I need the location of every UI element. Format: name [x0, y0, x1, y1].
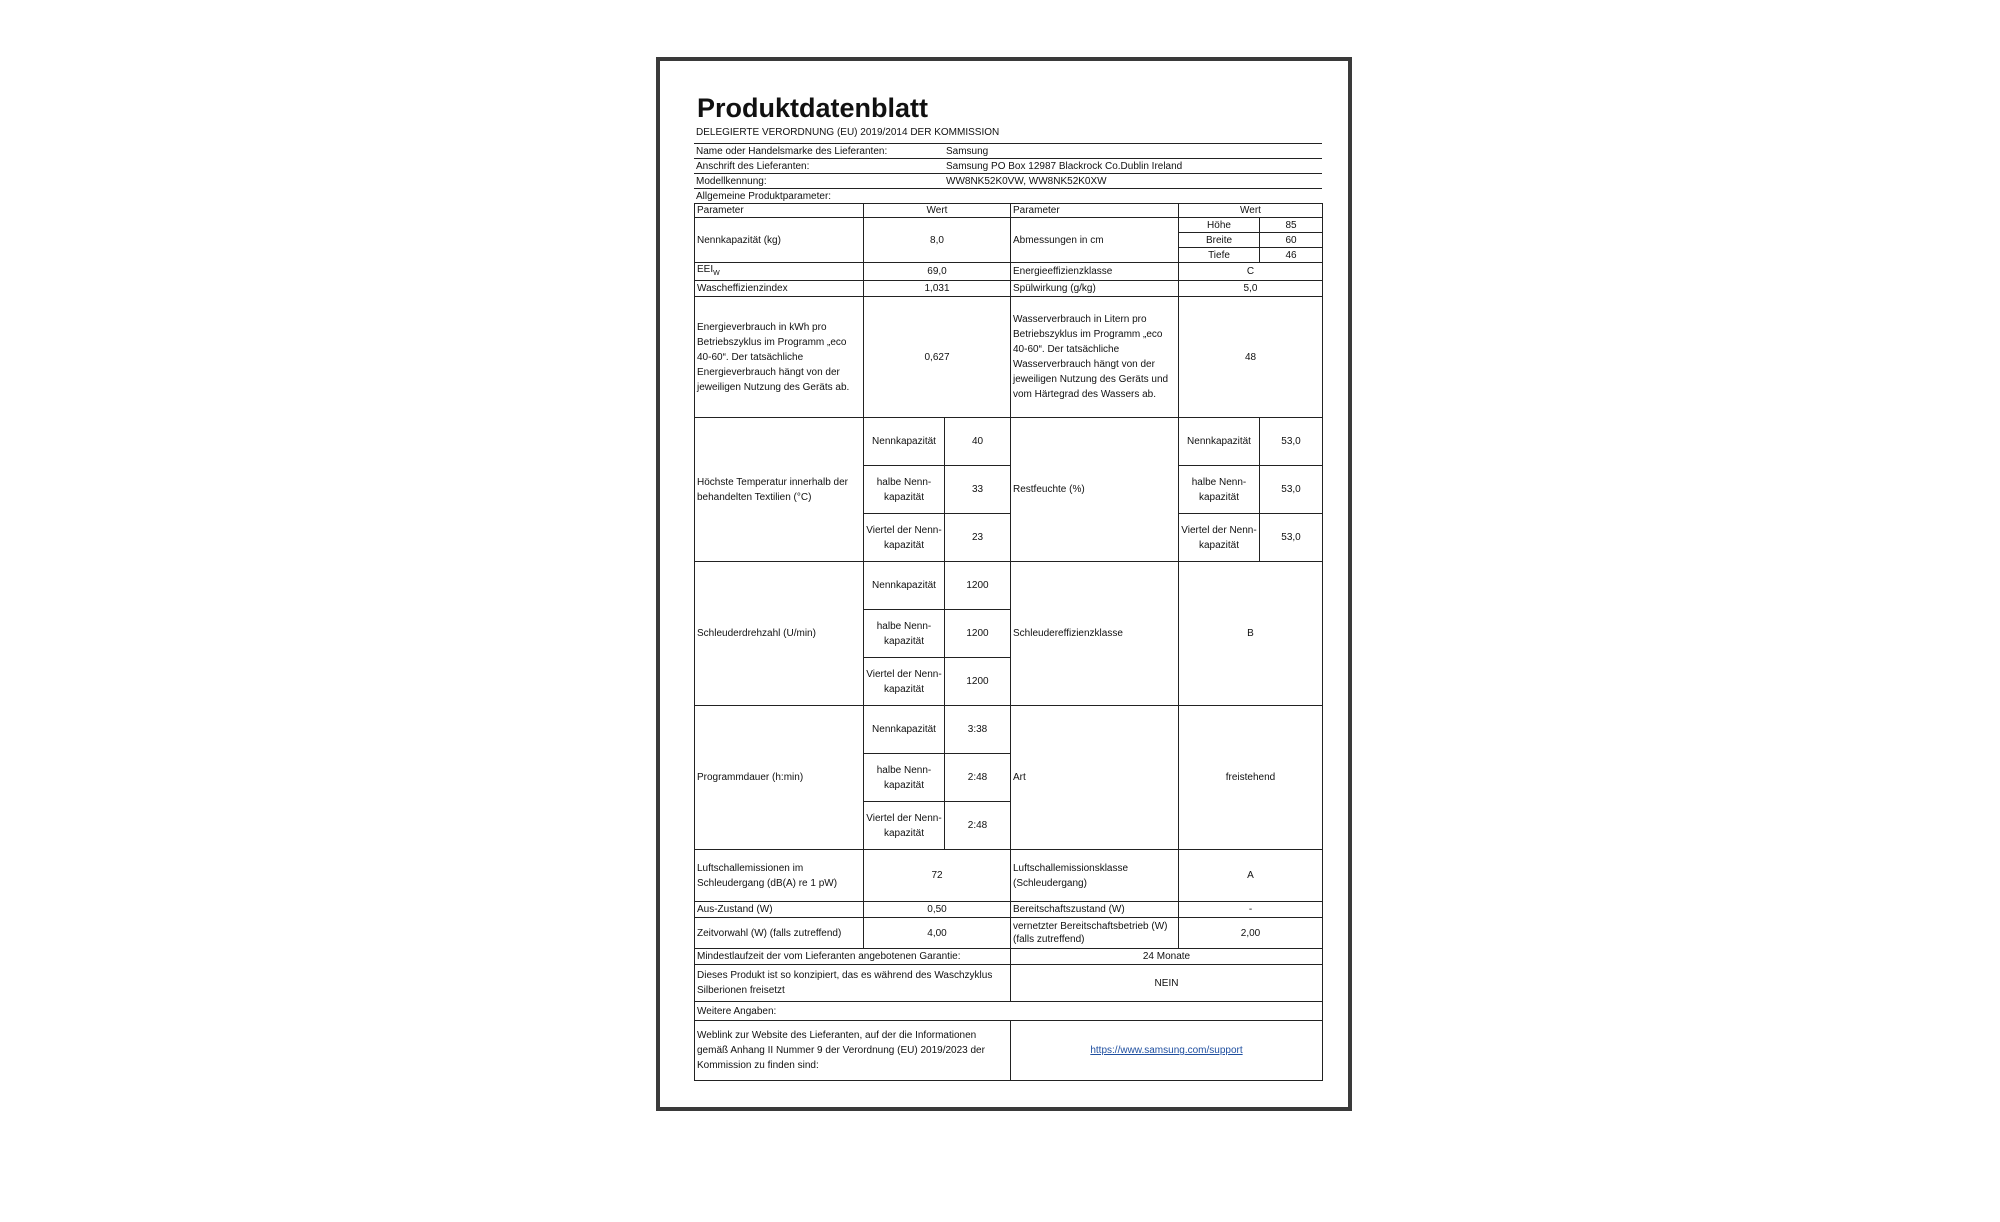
general-parameters-label: Allgemeine Produktparameter: — [694, 189, 1322, 204]
eei-label-main: EEI — [697, 264, 714, 275]
water-consumption-label: Wasserverbrauch in Litern pro Betriebszyklus im Programm „eco 40-60“. Der tatsächliche Wasserverbrauch hängt von der jeweiligen Nutzung des Geräts und vom Härtegrad des Wassers ab. — [1011, 297, 1179, 418]
moisture-half-label: halbe Nenn-kapazität — [1179, 466, 1260, 514]
eei-label — [695, 263, 864, 281]
silver-ions-label: Dieses Produkt ist so konzipiert, das es während des Waschzyklus Silberionen freisetzt — [695, 965, 1011, 1002]
rinse-label: Spülwirkung (g/kg) — [1011, 281, 1179, 297]
off-mode-label: Aus-Zustand (W) — [695, 902, 864, 918]
temperature-quarter-label: Viertel der Nenn-kapazität — [864, 514, 945, 562]
spin-class-label: Schleudereffizienzklasse — [1011, 562, 1179, 706]
type-label: Art — [1011, 706, 1179, 850]
header-value-right: Wert — [1179, 204, 1323, 218]
spin-class-value: B — [1179, 562, 1323, 706]
spin-full-value: 1200 — [945, 562, 1011, 610]
temperature-quarter-value: 23 — [945, 514, 1011, 562]
noise-class-label: Luftschallemissionsklasse (Schleudergang) — [1011, 850, 1179, 902]
further-info-label: Weitere Angaben: — [695, 1002, 1323, 1021]
delay-start-value: 4,00 — [864, 918, 1011, 949]
networked-standby-label: vernetzter Bereitschaftsbetrieb (W) (falls zutreffend) — [1011, 918, 1179, 949]
wash-efficiency-value: 1,031 — [864, 281, 1011, 297]
supplier-address-value: Samsung PO Box 12987 Blackrock Co.Dublin Ireland — [944, 159, 1322, 174]
water-consumption-value: 48 — [1179, 297, 1323, 418]
header-parameter-right: Parameter — [1011, 204, 1179, 218]
duration-quarter-value: 2:48 — [945, 802, 1011, 850]
support-link[interactable]: https://www.samsung.com/support — [1090, 1045, 1243, 1056]
spin-quarter-label: Viertel der Nenn-kapazität — [864, 658, 945, 706]
duration-full-value: 3:38 — [945, 706, 1011, 754]
moisture-quarter-label: Viertel der Nenn-kapazität — [1179, 514, 1260, 562]
energy-class-label: Energieeffizienzklasse — [1011, 263, 1179, 281]
supplier-name-label: Name oder Handelsmarke des Lieferanten: — [694, 144, 944, 159]
wash-efficiency-label: Wascheffizienzindex — [695, 281, 864, 297]
spin-speed-label: Schleuderdrehzahl (U/min) — [695, 562, 864, 706]
energy-consumption-label: Energieverbrauch in kWh pro Betriebszyklus im Programm „eco 40-60“. Der tatsächliche Energieverbrauch hängt von der jeweiligen Nutzung des Geräts ab. — [695, 297, 864, 418]
temperature-full-label: Nennkapazität — [864, 418, 945, 466]
height-value: 85 — [1260, 218, 1323, 233]
datasheet-content — [694, 93, 1322, 1081]
model-label: Modellkennung: — [694, 174, 944, 189]
standby-value: - — [1179, 902, 1323, 918]
type-value: freistehend — [1179, 706, 1323, 850]
moisture-full-value: 53,0 — [1260, 418, 1323, 466]
header-value-left: Wert — [864, 204, 1011, 218]
noise-value: 72 — [864, 850, 1011, 902]
supplier-info-table — [694, 143, 1322, 204]
warranty-value: 24 Monate — [1011, 949, 1323, 965]
moisture-full-label: Nennkapazität — [1179, 418, 1260, 466]
noise-label: Luftschallemissionen im Schleudergang (dB(A) re 1 pW) — [695, 850, 864, 902]
rated-capacity-label: Nennkapazität (kg) — [695, 218, 864, 263]
moisture-half-value: 53,0 — [1260, 466, 1323, 514]
duration-half-value: 2:48 — [945, 754, 1011, 802]
warranty-label: Mindestlaufzeit der vom Lieferanten angebotenen Garantie: — [695, 949, 1011, 965]
depth-value: 46 — [1260, 248, 1323, 263]
moisture-quarter-value: 53,0 — [1260, 514, 1323, 562]
eei-label-sub: W — [713, 270, 720, 277]
rated-capacity-value: 8,0 — [864, 218, 1011, 263]
width-label: Breite — [1179, 233, 1260, 248]
duration-quarter-label: Viertel der Nenn-kapazität — [864, 802, 945, 850]
width-value: 60 — [1260, 233, 1323, 248]
delay-start-label: Zeitvorwahl (W) (falls zutreffend) — [695, 918, 864, 949]
rinse-value: 5,0 — [1179, 281, 1323, 297]
header-parameter-left: Parameter — [695, 204, 864, 218]
energy-class-value: C — [1179, 263, 1323, 281]
depth-label: Tiefe — [1179, 248, 1260, 263]
spin-half-value: 1200 — [945, 610, 1011, 658]
spin-quarter-value: 1200 — [945, 658, 1011, 706]
spin-full-label: Nennkapazität — [864, 562, 945, 610]
duration-label: Programmdauer (h:min) — [695, 706, 864, 850]
supplier-name-value: Samsung — [944, 144, 1322, 159]
weblink-label: Weblink zur Website des Lieferanten, auf der die Informationen gemäß Anhang II Nummer 9 der Verordnung (EU) 2019/2023 der Kommission zu finden sind: — [695, 1021, 1011, 1081]
noise-class-value: A — [1179, 850, 1323, 902]
regulation-subtitle: DELEGIERTE VERORDNUNG (EU) 2019/2014 DER KOMMISSION — [696, 127, 1000, 138]
page-title: Produktdatenblatt — [697, 93, 929, 123]
off-mode-value: 0,50 — [864, 902, 1011, 918]
standby-label: Bereitschaftszustand (W) — [1011, 902, 1179, 918]
energy-consumption-value: 0,627 — [864, 297, 1011, 418]
moisture-label: Restfeuchte (%) — [1011, 418, 1179, 562]
datasheet-page — [656, 57, 1352, 1111]
model-value: WW8NK52K0VW, WW8NK52K0XW — [944, 174, 1322, 189]
weblink-cell — [1011, 1021, 1323, 1081]
dimensions-label: Abmessungen in cm — [1011, 218, 1179, 263]
temperature-label: Höchste Temperatur innerhalb der behandelten Textilien (°C) — [695, 418, 864, 562]
temperature-half-label: halbe Nenn-kapazität — [864, 466, 945, 514]
temperature-full-value: 40 — [945, 418, 1011, 466]
supplier-address-label: Anschrift des Lieferanten: — [694, 159, 944, 174]
height-label: Höhe — [1179, 218, 1260, 233]
duration-full-label: Nennkapazität — [864, 706, 945, 754]
duration-half-label: halbe Nenn-kapazität — [864, 754, 945, 802]
temperature-half-value: 33 — [945, 466, 1011, 514]
spin-half-label: halbe Nenn-kapazität — [864, 610, 945, 658]
parameters-table — [694, 203, 1323, 1081]
silver-ions-value: NEIN — [1011, 965, 1323, 1002]
networked-standby-value: 2,00 — [1179, 918, 1323, 949]
eei-value: 69,0 — [864, 263, 1011, 281]
